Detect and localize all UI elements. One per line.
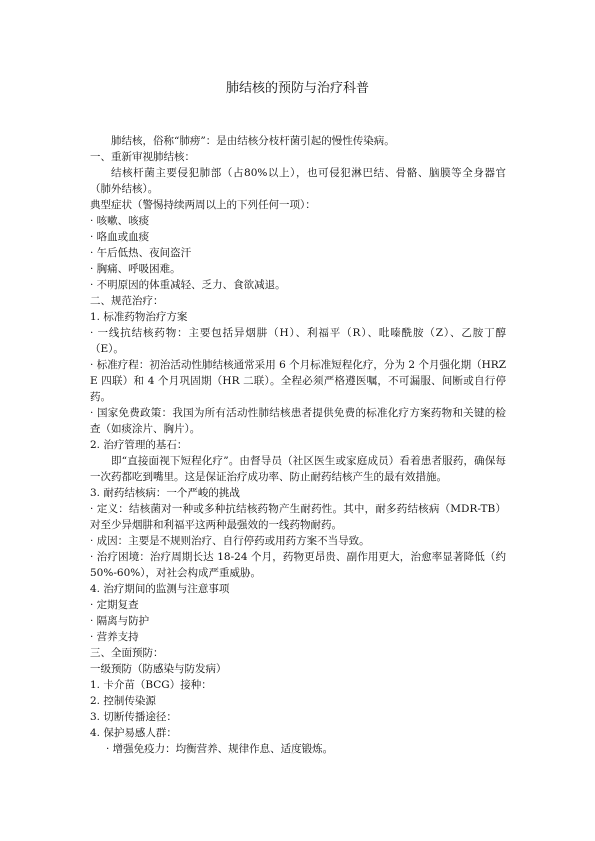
paragraph: 2. 控制传染源 [90, 695, 156, 707]
paragraph: 一级预防（防感染与防发病） [90, 663, 227, 675]
paragraph: · 定期复查 [90, 599, 139, 611]
paragraph: 结核杆菌主要侵犯肺部（占80%以上），也可侵犯淋巴结、骨骼、脑膜等全身器官（肺外结核）。 [90, 167, 506, 195]
paragraph: 3. 耐药结核病：一个严峻的挑战 [90, 487, 240, 499]
document-body [90, 133, 506, 757]
paragraph: · 增强免疫力：均衡营养、规律作息、适度锻炼。 [106, 743, 334, 755]
paragraph: · 咯血或血痰 [90, 231, 150, 243]
paragraph: 二、规范治疗： [90, 295, 164, 307]
paragraph: · 一线抗结核药物：主要包括异烟肼（H）、利福平（R）、吡嗪酰胺（Z）、乙胺丁醇（E）。 [90, 327, 506, 355]
paragraph: · 成因：主要是不规则治疗、自行停药或用药方案不当导致。 [90, 535, 370, 547]
paragraph: · 胸痛、呼吸困难。 [90, 263, 181, 275]
paragraph: · 午后低热、夜间盗汗 [90, 247, 192, 259]
paragraph: 4. 保护易感人群： [90, 727, 177, 739]
paragraph: 2. 治疗管理的基石： [90, 439, 188, 451]
paragraph: · 治疗困境：治疗周期长达 18-24 个月，药物更昂贵、副作用更大，治愈率显著降低（约 50%-60%），对社会构成严重威胁。 [90, 551, 506, 579]
paragraph: 肺结核，俗称“肺痨”：是由结核分枝杆菌引起的慢性传染病。 [111, 135, 395, 147]
paragraph: 1. 卡介苗（BCG）接种： [90, 679, 212, 691]
paragraph: · 营养支持 [90, 631, 139, 643]
paragraph: 三、全面预防： [90, 647, 164, 659]
paragraph: 1. 标准药物治疗方案 [90, 311, 188, 323]
paragraph: 3. 切断传播途径： [90, 711, 177, 723]
paragraph: · 定义：结核菌对一种或多种抗结核药物产生耐药性。其中，耐多药结核病（MDR-TB）对至少异烟肼和利福平这两种最强效的一线药物耐药。 [90, 503, 506, 531]
document-title: 肺结核的预防与治疗科普 [225, 81, 369, 96]
paragraph: · 咳嗽、咳痰 [90, 215, 150, 227]
paragraph: 即“直接面视下短程化疗”。由督导员（社区医生或家庭成员）看着患者服药，确保每一次药都吃到嘴里。这是保证治疗成功率、防止耐药结核产生的最有效措施。 [90, 455, 506, 483]
paragraph: 典型症状（警惕持续两周以上的下列任何一项）： [90, 199, 316, 211]
paragraph: · 隔离与防护 [90, 615, 150, 627]
paragraph: · 不明原因的体重减轻、乏力、食欲减退。 [90, 279, 286, 291]
paragraph: · 标准疗程：初治活动性肺结核通常采用 6 个月标准短程化疗，分为 2 个月强化期（HRZE 四联）和 4 个月巩固期（HR 二联）。全程必须严格遵医嘱，不可漏服、间断或自行停药。 [90, 359, 506, 403]
paragraph: 一、重新审视肺结核： [90, 151, 195, 163]
paragraph: 4. 治疗期间的监测与注意事项 [90, 583, 230, 595]
paragraph: · 国家免费政策：我国为所有活动性肺结核患者提供免费的标准化疗方案药物和关键的检查（如痰涂片、胸片）。 [90, 407, 506, 435]
